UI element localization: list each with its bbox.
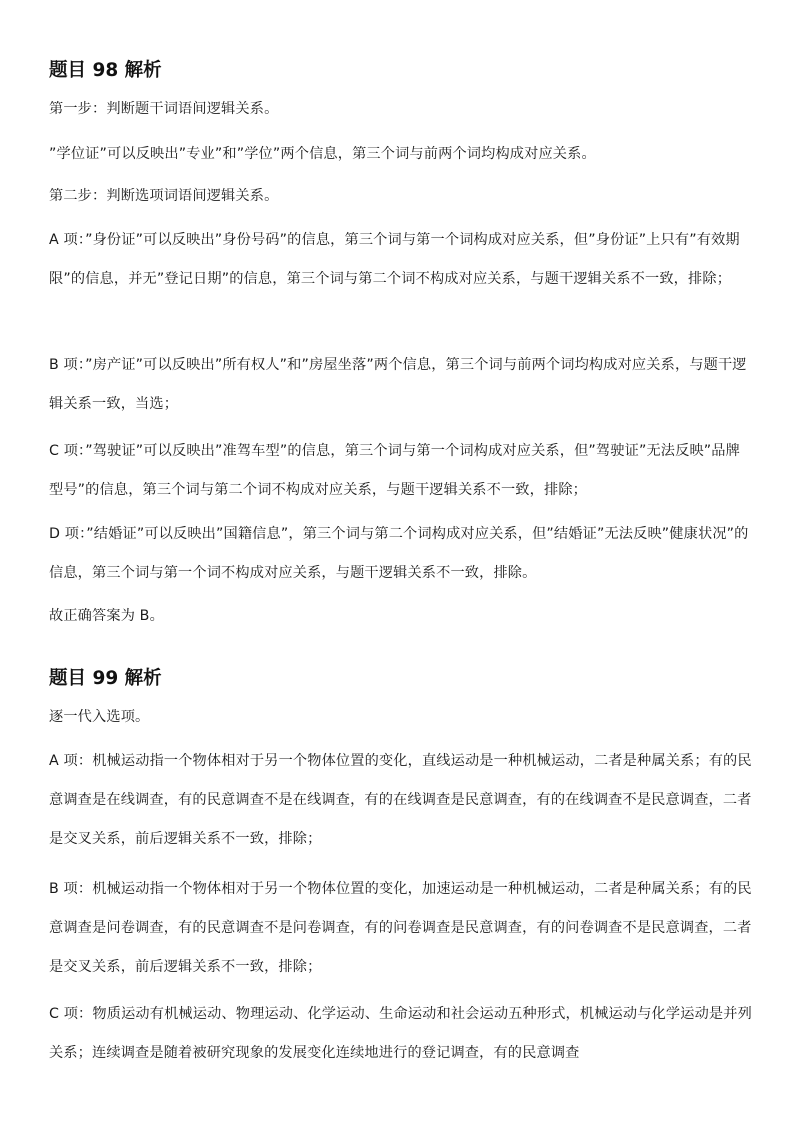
section-98-option-b: B 项：”房产证”可以反映出”所有权人”和”房屋坐落”两个信息，第三个词与前两个词均构成对应关系，与题干逻辑关系一致，当选； (49, 357, 747, 412)
section-98-paragraph-3: 第二步：判断选项词语间逻辑关系。 (49, 188, 279, 204)
section-99-option-b: B 项：机械运动指一个物体相对于另一个物体位置的变化，加速运动是一种机械运动，二者是种属关系；有的民意调查是问卷调查，有的民意调查不是问卷调查，有的问卷调查是民意调查，有的问卷调查不是民意调查，二者是交叉关系，前后逻辑关系不一致，排除； (49, 881, 752, 975)
section-99-title: 题目 99 解析 (49, 668, 162, 689)
section-99-paragraph-1: 逐一代入选项。 (49, 709, 150, 725)
section-98-paragraph-2: ”学位证”可以反映出”专业”和”学位”两个信息，第三个词与前两个词均构成对应关系。 (49, 146, 596, 162)
section-98-option-d: D 项：”结婚证”可以反映出”国籍信息”，第三个词与第二个词构成对应关系，但”结婚证”无法反映”健康状况”的信息，第三个词与第一个词不构成对应关系，与题干逻辑关系不一致，排除。 (49, 526, 749, 581)
section-98-answer: 故正确答案为 B。 (49, 608, 164, 624)
section-98-paragraph-1: 第一步：判断题干词语间逻辑关系。 (49, 101, 279, 117)
section-99-option-a: A 项：机械运动指一个物体相对于另一个物体位置的变化，直线运动是一种机械运动，二者是种属关系；有的民意调查是在线调查，有的民意调查不是在线调查，有的在线调查是民意调查，有的在线调查不是民意调查，二者是交叉关系，前后逻辑关系不一致，排除； (49, 753, 752, 847)
section-98-title: 题目 98 解析 (49, 60, 162, 81)
section-98-option-c: C 项：”驾驶证”可以反映出”准驾车型”的信息，第三个词与第一个词构成对应关系，但”驾驶证”无法反映”品牌型号”的信息，第三个词与第二个词不构成对应关系，与题干逻辑关系不一致，排除； (49, 443, 740, 498)
section-99-option-c: C 项：物质运动有机械运动、物理运动、化学运动、生命运动和社会运动五种形式，机械运动与化学运动是并列关系；连续调查是随着被研究现象的发展变化连续地进行的登记调查，有的民意调查 (49, 1006, 752, 1061)
section-98-option-a: A 项：”身份证”可以反映出”身份号码”的信息，第三个词与第一个词构成对应关系，但”身份证”上只有”有效期限”的信息，并无”登记日期”的信息，第三个词与第二个词不构成对应关系，与题干逻辑关系不一致，排除； (49, 232, 740, 287)
